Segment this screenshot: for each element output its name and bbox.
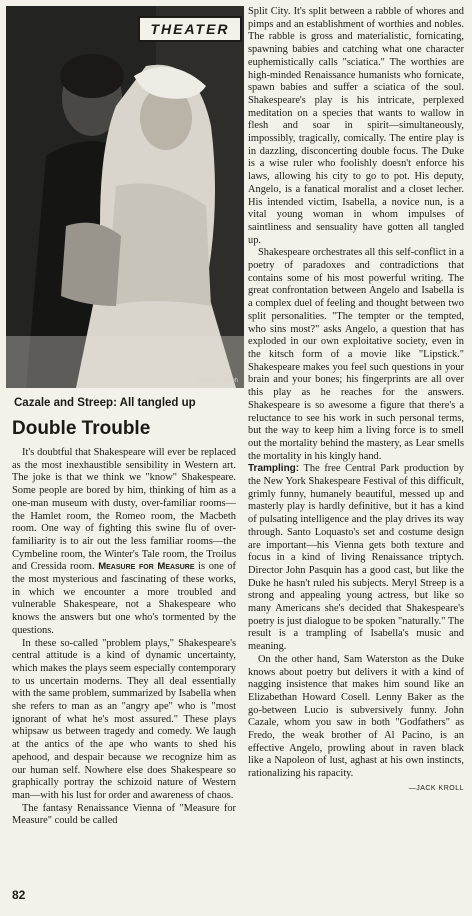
page-number: 82 (12, 888, 26, 902)
run-in-head: Trampling: (248, 463, 300, 475)
left-column (12, 447, 236, 828)
play-title: Measure for Measure (98, 561, 195, 573)
photo (6, 6, 244, 388)
photo-caption: Cazale and Streep: All tangled up (14, 397, 196, 409)
photo-illustration (6, 6, 244, 388)
paragraph: The fantasy Renaissance Vienna of "Measure for Measure" could be called (12, 802, 236, 827)
byline: —JACK KROLL (408, 784, 464, 792)
paragraph: It's doubtful that Shakespeare will ever be replaced as the most inexhaustible sensibility in Western art. The joke is that we think we "know" Shakespeare. Some people are bored by him, thinking of him as a one-man museum with dusty, over-familiar rooms—the Hamlet room, the Romeo room, the Macbeth room. One way of fighting this swine flu of over-familiarity is to air out the less familiar rooms—the Cymbeline room, the Winter's Tale room, the Troilus and Cressida room. Measure for Measure is one of the most mysterious and fascinating of these works, in which we encounter a more troubled and vulnerable Shakespeare, not a Shakespeare who knows the answers but one who's tormented by the questions. (12, 447, 236, 636)
headline: Double Trouble (12, 418, 151, 439)
paragraph: On the other hand, Sam Waterston as the Duke knows about poetry but delivers it with a kind of nagging insistence that makes him sound like an Elizabethan Howard Cosell. Lenny Baker as the go-between Lucio is subversively funny. John Cazale, whom you saw in both "Godfathers" as Fredo, the weak brother of Al Pacino, is an effective Angelo, prowling about in raven black like a Napoleon of lust, aghast at his own instincts, rationalizing his rapacity. (248, 653, 464, 780)
section-tag: THEATER (138, 16, 242, 42)
photo-credit: George Joseph (196, 378, 238, 384)
paragraph: Trampling: The free Central Park production by the New York Shakespeare Festival of this difficult, grimly funny, humanely beautiful, messed up and masterly play is hardly definitive, but it has a kind of pulsating intelligence and the play drives its way through. Santo Loquasto's set and costume design are important—his Vienna gets both texture and focus in a kind of living Renaissance triptych. Director John Pasquin has a good cast, but like the Duke he hasn't ruled his subjects. Meryl Streep is a strong and appealing young actress, but like so many Americans she's decided that Shakespeare's poetry is just dialogue to be spoken "naturally." The result is a trampling of Isabella's music and meaning. (248, 463, 464, 653)
paragraph: In these so-called "problem plays," Shakespeare's central attitude is a kind of dynamic uncertainty, which makes the plays seem especially contemporary to us uncertain moderns. They all deal essentially with the same problem, summarized by Isabella when she refers to man as an "angry ape" who is "most ignorant of what he's most assured." These plays whipsaw us between tragedy and comedy. We laugh at the antics of the ape who wants to shed his apehood, and despair because we recognize him as our human self. Nowhere else does Shakespeare so graphically portray the schizoid nature of Western man—with his lust for order and awareness of chaos. (12, 637, 236, 801)
right-column (248, 6, 464, 796)
paragraph: Split City. It's split between a rabble of whores and pimps and an establishment of worthies and nobles. The rabble is gross and materialistic, fornicating, spawning babies and catching what one character euphemistically calls "sciatica." The worthies are high-minded Renaissance humanists who fornicate, spawn babies and suffer a sciatica of the soul. Shakespeare's play is his intricate, perplexed meditation on a species that wants to wallow in flesh and soar in spirit—simultaneously, impossibly, tragically, comically. The entire play is in dazzling, disconcerting double focus. The Duke is a wise ruler who foolishly doesn't enforce his laws, allowing his city to go to pot. His deputy, Angelo, is a fanatical moralist and a closet lecher. His intended victim, Isabella, a novice nun, is a vital young woman in whom impulses of saintliness and sensuality have gotten all tangled up. (248, 6, 464, 246)
paragraph: Shakespeare orchestrates all this self-conflict in a poetry of paradoxes and contradictions that contains some of his most powerful writing. The great confrontation between Angelo and Isabella is a complex duel of feeling and thought between two split personalities. "The tempter or the tempted, who sins most?" asks Angelo, a question that has exploded in our own exploitative society, even in the kitsch form of a movie like "Lipstick." Shakespeare makes you feel such questions in your brain and your bones; his fingerprints are all over this play as he reaches for the answers. Shakespeare is so awesome a figure that there's a reluctance to see his work in such personal terms, but the way to keep him a living force is to smell out the mortality behind the mastery, as Lear smells the mortality in his kingly hand. (248, 247, 464, 462)
